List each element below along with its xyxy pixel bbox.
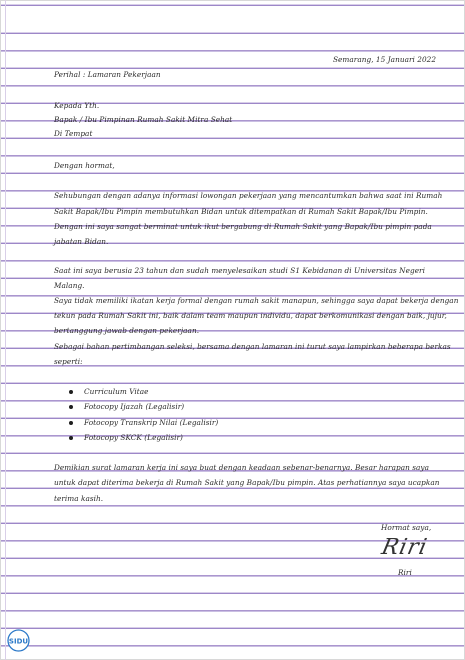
attachment-label: Curriculum Vitae <box>84 387 149 396</box>
paragraph-line: jabatan Bidan. <box>54 237 109 246</box>
bullet-icon <box>69 390 73 394</box>
paragraph-line: Sakit Bapak/Ibu Pimpin membutuhkan Bidan untuk ditempatkan di Rumah Sakit Bapak/Ibu Pimpin. <box>54 207 428 216</box>
recipient-line: Kepada Yth. <box>54 101 100 110</box>
logo-text: SIDU <box>8 637 29 646</box>
greeting: Dengan hormat, <box>54 161 115 170</box>
paragraph-line: bertanggung jawab dengan pekerjaan. <box>54 326 200 335</box>
paragraph-line: Saat ini saya berusia 23 tahun dan sudah menyelesaikan studi S1 Kebidanan di Universitas Negeri <box>54 266 425 275</box>
handwritten-signature: Riri <box>379 535 430 560</box>
bullet-icon <box>69 405 73 409</box>
paragraph-line: untuk dapat diterima bekerja di Rumah Sakit yang Bapak/Ibu pimpin. Atas perhatiannya saya ucapkan <box>54 478 440 487</box>
attachment-label: Fotocopy Transkrip Nilai (Legalisir) <box>84 418 219 427</box>
bullet-icon <box>69 421 73 425</box>
attachment-label: Fotocopy SKCK (Legalisir) <box>84 433 183 442</box>
paragraph-line: Saya tidak memiliki ikatan kerja formal dengan rumah sakit manapun, sehingga saya dapat bekerja dengan <box>54 296 459 305</box>
sidu-logo-icon <box>7 629 30 652</box>
paragraph-line: terima kasih. <box>54 494 104 503</box>
paragraph-line: Demikian surat lamaran kerja ini saya buat dengan keadaan sebenar-benarnya. Besar harapan saya <box>54 463 429 472</box>
paragraph-line: Sehubungan dengan adanya informasi lowongan pekerjaan yang mencantumkan bahwa saat ini Rumah <box>54 191 443 200</box>
paragraph-line: Malang. <box>54 281 85 290</box>
paragraph-line: Sebagai bahan pertimbangan seleksi, bersama dengan lamaran ini turut saya lampirkan beberapa berkas <box>54 342 451 351</box>
attachment-label: Fotocopy Ijazah (Legalisir) <box>84 402 185 411</box>
margin-line <box>5 0 6 660</box>
bullet-icon <box>69 436 73 440</box>
paragraph-line: seperti: <box>54 357 83 366</box>
paragraph-line: Dengan ini saya sangat berminat untuk ikut bergabung di Rumah Sakit yang Bapak/Ibu pimpin pada <box>54 222 432 231</box>
recipient-line: Di Tempat <box>54 129 93 138</box>
place-date: Semarang, 15 Januari 2022 <box>333 55 437 64</box>
signer-name: Riri <box>398 568 412 577</box>
subject-line: Perihal : Lamaran Pekerjaan <box>54 70 161 79</box>
paragraph-line: tekun pada Rumah Sakit ini, baik dalam team maupun individu, dapat berkomunikasi dengan baik, jujur, <box>54 311 447 320</box>
recipient-line: Bapak / Ibu Pimpinan Rumah Sakit Mitra Sehat <box>54 115 233 124</box>
sign-off: Hormat saya, <box>381 523 432 532</box>
